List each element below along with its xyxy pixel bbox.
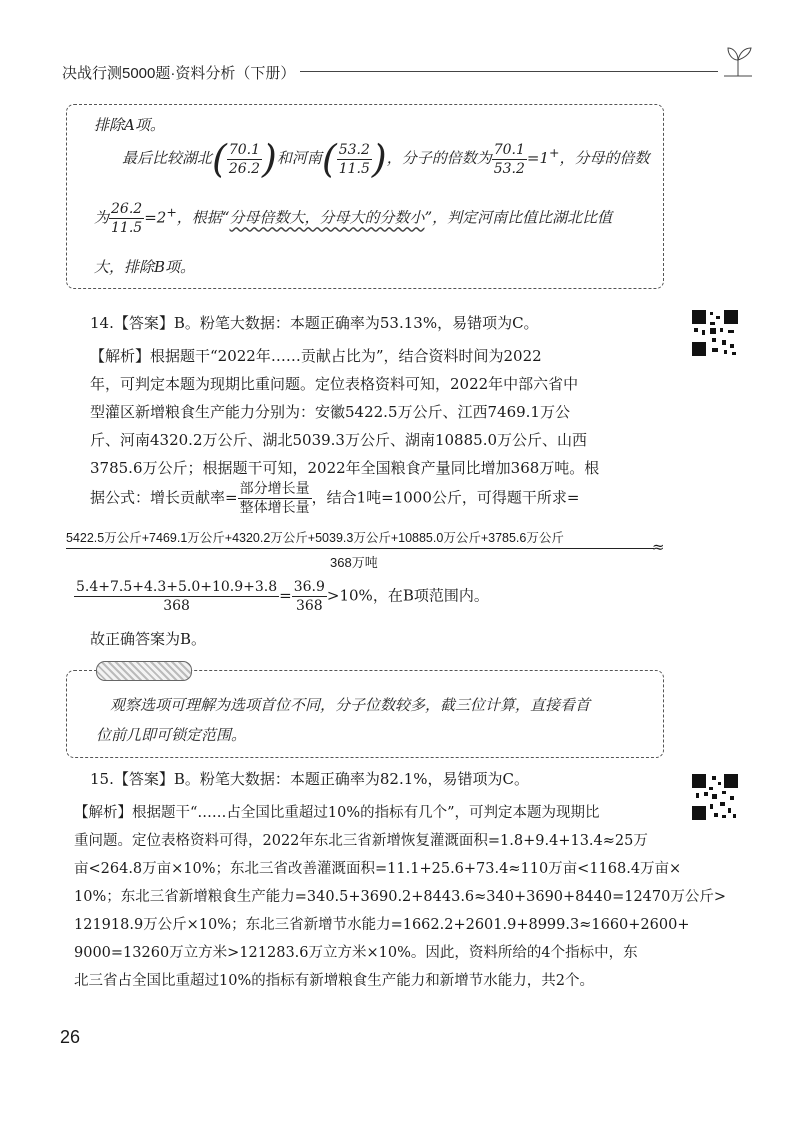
q15-para-line1: 【解析】根据题干“……占全国比重超过10%的指标有几个”，可判定本题为现期比 <box>74 805 600 821</box>
q14-calc-line: $\frac{5.4+7.5+4.3+5.0+10.9+3.8}{368}$ = $\frac{36.9}{368}$ >10%，在B项范围内。 <box>76 579 489 614</box>
book-title: 决战行测5000题·资料分析（下册） <box>62 65 296 82</box>
fraction-henan: $\frac{53.2}{11.5}$ <box>338 141 370 177</box>
big-fraction-denominator: 368万吨 <box>330 555 378 570</box>
box1-line2: 最后比较湖北( $\frac{70.1}{26.2}$ )和河南( $\frac{53.2}{11.5}$ )，分子的倍数为 $\frac{70.1}{53.2}$ =1+，分母的倍数 <box>122 137 650 181</box>
q15-para-line6: 9000=13260万立方米>121283.6万立方米×10%。因此，资料所给的4个指标中，东 <box>74 945 638 961</box>
approx-sign: ≈ <box>652 538 665 556</box>
big-fraction-numerator: 5422.5万公斤+7469.1万公斤+4320.2万公斤+5039.3万公斤+10885.0万公斤+3785.6万公斤 <box>66 531 564 545</box>
q14-para-line2: 年，可判定本题为现期比重问题。定位表格资料可知，2022年中部六省中 <box>90 375 579 393</box>
header-rule <box>300 71 718 72</box>
fraction-calc-result: $\frac{36.9}{368}$ <box>293 579 325 614</box>
fraction-calc: $\frac{5.4+7.5+4.3+5.0+10.9+3.8}{368}$ <box>76 579 278 614</box>
box2-line2: 位前几即可锁定范围。 <box>96 726 247 744</box>
sprout-icon <box>720 44 756 78</box>
q14-conclusion: 故正确答案为B。 <box>90 630 207 648</box>
box1-line3: 为 $\frac{26.2}{11.5}$ =2+，根据“分母倍数大，分母大的分数小”，判定河南比值比湖北比值 <box>94 201 613 236</box>
qr-code-icon <box>692 774 738 820</box>
fraction-formula: $\frac{\text{部分增长量}}{\text{整体增长量}}$ <box>239 481 310 516</box>
q15-para-line5: 121918.9万公斤×10%；东北三省新增节水能力=1662.2+2601.9+8999.3≈1660+2600+ <box>74 917 690 933</box>
q15-para-line2: 重问题。定位表格资料可得，2022年东北三省新增恢复灌溉面积=1.8+9.4+13.4≈25万 <box>74 833 648 849</box>
q15-para-line4: 10%；东北三省新增粮食生产能力=340.5+3690.2+8443.6≈340+3690+8440=12470万公斤> <box>74 889 727 905</box>
q15-para-line3: 亩<264.8万亩×10%；东北三省改善灌溉面积=11.1+25.6+73.4≈110万亩<1168.4万亩× <box>74 861 682 877</box>
q14-para-line1: 【解析】根据题干“2022年……贡献占比为”，结合资料时间为2022 <box>90 347 542 365</box>
q14-para-line5: 3785.6万公斤；根据题干可知，2022年全国粮食产量同比增加368万吨。根 <box>90 459 600 477</box>
q14-para-line4: 斤、河南4320.2万公斤、湖北5039.3万公斤、湖南10885.0万公斤、山西 <box>90 431 588 449</box>
q14-para-line3: 型灌区新增粮食生产能力分别为：安徽5422.5万公斤、江西7469.1万公 <box>90 403 570 421</box>
tip-label-badge <box>96 661 192 681</box>
box1-line4: 大，排除B项。 <box>94 258 196 276</box>
page-number: 26 <box>60 1027 81 1047</box>
fraction-numerator-ratio: $\frac{70.1}{53.2}$ <box>493 141 525 177</box>
qr-code-icon <box>692 310 738 356</box>
q14-answer: 14.【答案】B。粉笔大数据：本题正确率为53.13%，易错项为C。 <box>90 314 539 332</box>
fraction-denominator-ratio: $\frac{26.2}{11.5}$ <box>111 201 143 236</box>
big-fraction-bar <box>66 548 654 549</box>
box2-line1: 观察选项可理解为选项首位不同，分子位数较多，截三位计算，直接看首 <box>110 696 591 714</box>
box1-line1: 排除A项。 <box>94 116 165 134</box>
q15-answer: 15.【答案】B。粉笔大数据：本题正确率为82.1%，易错项为C。 <box>90 770 530 788</box>
fraction-hubei: $\frac{70.1}{26.2}$ <box>228 141 261 177</box>
q14-para-line6: 据公式：增长贡献率= $\frac{\text{部分增长量}}{\text{整体增长量}}$ ，结合1吨=1000公斤，可得题干所求= <box>90 481 580 516</box>
q15-para-line7: 北三省占全国比重超过10%的指标有新增粮食生产能力和新增节水能力，共2个。 <box>74 973 594 989</box>
